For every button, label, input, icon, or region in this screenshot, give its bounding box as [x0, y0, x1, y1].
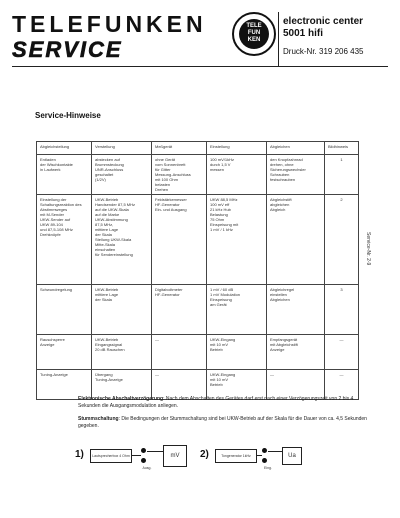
brand-block [12, 12, 222, 62]
table-row [37, 195, 359, 285]
note-label: Elektronische Abschaltverzögerung [78, 396, 164, 402]
logo-line-1: TELE [246, 23, 262, 29]
table-cell: Einstellung der Schaltungsreaktion des Abstimmweges mit M-Sender UKW-Sender auf UKW 89-104 und 87,5-108 MHz Drehknöpfe [37, 195, 92, 285]
header-divider [278, 12, 279, 66]
wire [268, 451, 282, 452]
diagram-1-label: 1) [75, 449, 84, 460]
table-cell: Tuning-Anzeige [37, 370, 92, 400]
terminal-dot [141, 448, 146, 453]
table-header: Abgleichstellung [37, 142, 92, 155]
table-cell: Abgleichstift abgleichen Abgleich [267, 195, 325, 285]
table-cell: Entladen der Wischkontakte in Laufwerk [37, 155, 92, 195]
terminal-dot [141, 458, 146, 463]
model-name [283, 16, 363, 40]
header-rule [12, 66, 388, 67]
note-text: : Die Bedingungen der Stummschaltung sind bei UKW-Betrieb auf der Skala für die Dauer von ca. 4,5 Sekunden gegeben. [78, 416, 367, 429]
side-note: Service-Nr. 2-9 [365, 232, 371, 266]
brand-service: SERVICE [12, 37, 123, 62]
note-shutdown-delay [78, 396, 373, 410]
wire [256, 455, 262, 456]
table-row [37, 155, 359, 195]
table-cell: abstecken auf Brummsteckung UNR-Anschluss geschaltet (1/2V) [92, 155, 152, 195]
table-cell: 100 mV/1kHz durch 1,5 V messen [207, 155, 267, 195]
table-cell: ohne Gerät vom Sonnenbrett für Gitter Messung-Anschluss mit 100 Ohm belasten Drehen [152, 155, 207, 195]
table-row [37, 370, 359, 400]
note-text: : Nach dem Abschalten des Gerätes darf erst nach einer Verzögerungszeit von 2 bis 4 Sekunden die Ausgangsmodulation anliegen. [78, 396, 354, 409]
diagram-2-meter: Ua [282, 447, 302, 465]
table-header: Bildhinweis [325, 142, 359, 155]
wire [131, 455, 141, 456]
diagram-1-terminal-label: Ausg. [142, 466, 152, 470]
table-cell: Feldstärkemesser HF-Generator Ein- und Ausgang [152, 195, 207, 285]
logo-line-2: FUN [247, 30, 261, 36]
model-line-2: 5001 hifi [283, 28, 324, 39]
diagram-1-meter: mV [163, 445, 187, 467]
wire [147, 451, 163, 452]
terminal-dot [262, 458, 267, 463]
table-cell: 3 [325, 285, 359, 335]
table-cell: Digitalvoltmeter HF-Generator [152, 285, 207, 335]
table-cell: den Knopfzahnrad drehen, ohne Sicherungswechsler Schrauben festschrauben [267, 155, 325, 195]
model-line-1: electronic center [283, 16, 364, 27]
note-muting [78, 416, 373, 430]
table-header: Einstellung [207, 142, 267, 155]
table-cell: Übergang Tuning-Anzeige [92, 370, 152, 400]
table-header: Abgleichen [267, 142, 325, 155]
diagram-2-device: Tongenerator 1kHz [215, 449, 257, 463]
table-cell: 1 [325, 155, 359, 195]
table-cell: Schwundregelung [37, 285, 92, 335]
table-cell: UKW 88,5 MHz 100 mV eff 21 kHz Hub Belastung 75 Ohm Einspeisung mit 1 mV / 1 kHz [207, 195, 267, 285]
terminal-dot [262, 448, 267, 453]
print-number: Druck-Nr. 319 206 435 [283, 47, 364, 56]
service-table [36, 141, 359, 400]
logo-line-3: KEN [247, 37, 261, 43]
diagram-2-terminal-label: Eing. [264, 466, 272, 470]
table-cell: UKW-Betrieb mittlere Lage der Skala [92, 285, 152, 335]
table-header: Verstellung [92, 142, 152, 155]
table-header: Meßgerät [152, 142, 207, 155]
table-cell: UKW-Eingang mit 10 mV Betrieb [207, 335, 267, 370]
section-title: Service-Hinweise [35, 111, 101, 120]
table-cell: 2 [325, 195, 359, 285]
table-cell: Abgleichregel einstellen Abgleichen [267, 285, 325, 335]
table-cell: — [152, 370, 207, 400]
table-cell: UKW-Betrieb Handsender 87,5 MHz auf die UKW-Skala auf die Marke UKW-Abstimmung 87,5 MHz, mittlere Lage der Skala Stellung UKW-Skala Mitte-Skala einschalten für Sendereinstellung [92, 195, 152, 285]
table-cell: — [267, 370, 325, 400]
diagram-1-device: Lautsprecherbox 4 Ohm [90, 449, 132, 463]
brand-name: TELEFUNKEN [12, 11, 207, 37]
table-cell: 1 mV / 60 dB 1 mV Modulation Einspeisung am Gerät [207, 285, 267, 335]
table-cell: — [325, 335, 359, 370]
telefunken-logo [232, 12, 276, 56]
table-cell: — [325, 370, 359, 400]
table-cell: UKW-Eingang mit 10 mV Betrieb [207, 370, 267, 400]
table-cell: Empfangsgerät mit Abgleichstift Anzeige [267, 335, 325, 370]
table-cell: UKW-Betrieb Eingangssignal 20 dB Rauschen [92, 335, 152, 370]
note-label: Stummschaltung [78, 416, 119, 422]
table-header-row [37, 142, 359, 155]
table-row [37, 285, 359, 335]
diagram-2-label: 2) [200, 449, 209, 460]
table-cell: — [152, 335, 207, 370]
logo-disc [239, 19, 269, 49]
table-cell: Rauschsperre Anzeige [37, 335, 92, 370]
table-row [37, 335, 359, 370]
